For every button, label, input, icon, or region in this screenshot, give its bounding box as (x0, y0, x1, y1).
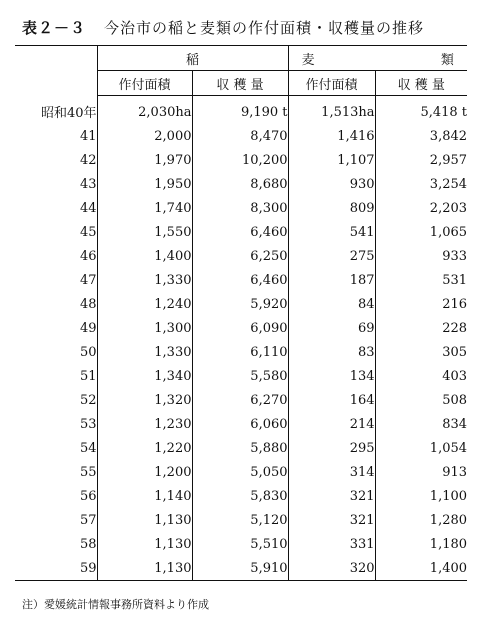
table-row (15, 412, 467, 436)
wheat-area-cell: 1,416 (288, 124, 375, 148)
wheat-yield-cell: 403 (375, 364, 467, 388)
year-cell: 53 (79, 416, 97, 432)
rice-yield-cell: 6,090 (192, 316, 288, 340)
table-row (15, 268, 467, 292)
rice-area-cell: 1,970 (97, 148, 192, 172)
rice-area-cell: 1,230 (97, 412, 192, 436)
table-caption: 今治市の稲と麦類の作付面積・収穫量の推移 (104, 18, 425, 37)
table-row (15, 556, 467, 581)
rice-area-cell: 1,130 (97, 532, 192, 556)
wheat-group-header (288, 46, 467, 71)
year-cell: 52 (79, 392, 97, 408)
table-row (15, 388, 467, 412)
wheat-yield-cell: 3,254 (375, 172, 467, 196)
rice-area-cell: 1,340 (97, 364, 192, 388)
year-cell: 59 (79, 560, 97, 576)
rice-area-cell: 1,130 (97, 556, 192, 581)
wheat-yield-cell: 1,400 (375, 556, 467, 581)
wheat-area-cell: 321 (288, 508, 375, 532)
table-row (15, 316, 467, 340)
wheat-area-cell: 1,513ha (288, 96, 375, 125)
wheat-area-cell: 164 (288, 388, 375, 412)
table-row (15, 436, 467, 460)
wheat-area-cell: 320 (288, 556, 375, 581)
year-cell: 48 (79, 296, 97, 312)
rice-yield-cell: 6,250 (192, 244, 288, 268)
wheat-yield-cell: 305 (375, 340, 467, 364)
year-cell: 50 (79, 344, 97, 360)
rice-area-cell: 1,550 (97, 220, 192, 244)
rice-yield-cell: 5,880 (192, 436, 288, 460)
rice-header-label: 稲 (186, 52, 200, 68)
wheat-yield-cell: 216 (375, 292, 467, 316)
rice-area-cell: 1,140 (97, 484, 192, 508)
rice-area-cell: 1,400 (97, 244, 192, 268)
wheat-yield-cell: 1,100 (375, 484, 467, 508)
rice-yield-cell: 5,120 (192, 508, 288, 532)
rice-yield-cell: 8,300 (192, 196, 288, 220)
rice-yield-cell: 6,270 (192, 388, 288, 412)
year-cell: 47 (79, 272, 97, 288)
table-title (22, 12, 424, 42)
table-row (15, 532, 467, 556)
wheat-yield-cell: 3,842 (375, 124, 467, 148)
year-header-cell (15, 46, 97, 96)
rice-area-cell: 1,300 (97, 316, 192, 340)
wheat-area-cell: 1,107 (288, 148, 375, 172)
table-row (15, 124, 467, 148)
table-row (15, 244, 467, 268)
wheat-yield-cell: 2,957 (375, 148, 467, 172)
wheat-area-cell: 83 (288, 340, 375, 364)
year-cell: 51 (79, 368, 97, 384)
year-cell: 43 (79, 176, 97, 192)
wheat-header-label-2: 類 (440, 52, 454, 68)
rice-yield-cell: 5,580 (192, 364, 288, 388)
table-number: 表２－３ (22, 18, 87, 37)
year-cell: 49 (79, 320, 97, 336)
wheat-area-cell: 134 (288, 364, 375, 388)
wheat-area-cell: 69 (288, 316, 375, 340)
rice-yield-cell: 5,910 (192, 556, 288, 581)
rice-area-cell: 1,220 (97, 436, 192, 460)
rice-yield-cell: 5,050 (192, 460, 288, 484)
year-cell: 45 (79, 224, 97, 240)
wheat-yield-header: 収 穫 量 (375, 71, 467, 96)
wheat-area-cell: 187 (288, 268, 375, 292)
year-cell: 58 (79, 536, 97, 552)
rice-yield-cell: 9,190 t (192, 96, 288, 125)
year-cell: 41 (79, 128, 97, 144)
year-cell: 44 (79, 200, 97, 216)
table-body (15, 96, 467, 581)
data-table (15, 45, 467, 581)
table-row (15, 460, 467, 484)
rice-yield-cell: 6,460 (192, 220, 288, 244)
year-cell: 57 (79, 512, 97, 528)
table-row (15, 484, 467, 508)
year-cell: 54 (79, 440, 97, 456)
wheat-area-cell: 331 (288, 532, 375, 556)
table-row (15, 508, 467, 532)
table-row (15, 172, 467, 196)
wheat-yield-cell: 1,280 (375, 508, 467, 532)
table-row (15, 364, 467, 388)
year-cell: 56 (79, 488, 97, 504)
rice-yield-cell: 6,060 (192, 412, 288, 436)
rice-area-cell: 1,330 (97, 340, 192, 364)
wheat-area-cell: 321 (288, 484, 375, 508)
table-row (15, 196, 467, 220)
table-row (15, 220, 467, 244)
table-row (15, 96, 467, 125)
rice-yield-cell: 8,680 (192, 172, 288, 196)
year-cell: 昭和40年 (40, 106, 97, 122)
table-row (15, 148, 467, 172)
rice-area-cell: 2,030ha (97, 96, 192, 125)
wheat-yield-cell: 531 (375, 268, 467, 292)
year-cell: 46 (79, 248, 97, 264)
rice-yield-cell: 6,110 (192, 340, 288, 364)
rice-yield-cell: 5,920 (192, 292, 288, 316)
wheat-yield-cell: 5,418 t (375, 96, 467, 125)
rice-area-cell: 1,330 (97, 268, 192, 292)
rice-area-cell: 1,240 (97, 292, 192, 316)
wheat-yield-cell: 1,180 (375, 532, 467, 556)
wheat-yield-cell: 933 (375, 244, 467, 268)
wheat-yield-cell: 508 (375, 388, 467, 412)
rice-yield-cell: 5,830 (192, 484, 288, 508)
wheat-area-cell: 275 (288, 244, 375, 268)
rice-group-header (97, 46, 288, 71)
wheat-yield-cell: 2,203 (375, 196, 467, 220)
rice-area-cell: 1,950 (97, 172, 192, 196)
rice-yield-cell: 8,470 (192, 124, 288, 148)
wheat-area-cell: 809 (288, 196, 375, 220)
wheat-area-cell: 214 (288, 412, 375, 436)
wheat-area-cell: 314 (288, 460, 375, 484)
wheat-area-cell: 541 (288, 220, 375, 244)
header-row-groups (15, 46, 467, 71)
wheat-yield-cell: 1,065 (375, 220, 467, 244)
wheat-yield-cell: 913 (375, 460, 467, 484)
wheat-header-label-1: 麦 (301, 52, 315, 68)
wheat-yield-cell: 1,054 (375, 436, 467, 460)
rice-yield-header: 収 穫 量 (192, 71, 288, 96)
rice-area-cell: 2,000 (97, 124, 192, 148)
year-cell: 42 (79, 152, 97, 168)
wheat-area-cell: 295 (288, 436, 375, 460)
year-cell: 55 (79, 464, 97, 480)
wheat-area-cell: 930 (288, 172, 375, 196)
rice-area-cell: 1,320 (97, 388, 192, 412)
wheat-area-cell: 84 (288, 292, 375, 316)
table-row (15, 340, 467, 364)
wheat-yield-cell: 834 (375, 412, 467, 436)
table-row (15, 292, 467, 316)
rice-area-cell: 1,740 (97, 196, 192, 220)
source-note: 注）愛媛統計情報事務所資料より作成 (22, 598, 209, 611)
wheat-yield-cell: 228 (375, 316, 467, 340)
rice-area-header: 作付面積 (97, 71, 192, 96)
wheat-area-header: 作付面積 (288, 71, 375, 96)
rice-area-cell: 1,200 (97, 460, 192, 484)
rice-yield-cell: 5,510 (192, 532, 288, 556)
rice-yield-cell: 10,200 (192, 148, 288, 172)
rice-yield-cell: 6,460 (192, 268, 288, 292)
rice-area-cell: 1,130 (97, 508, 192, 532)
